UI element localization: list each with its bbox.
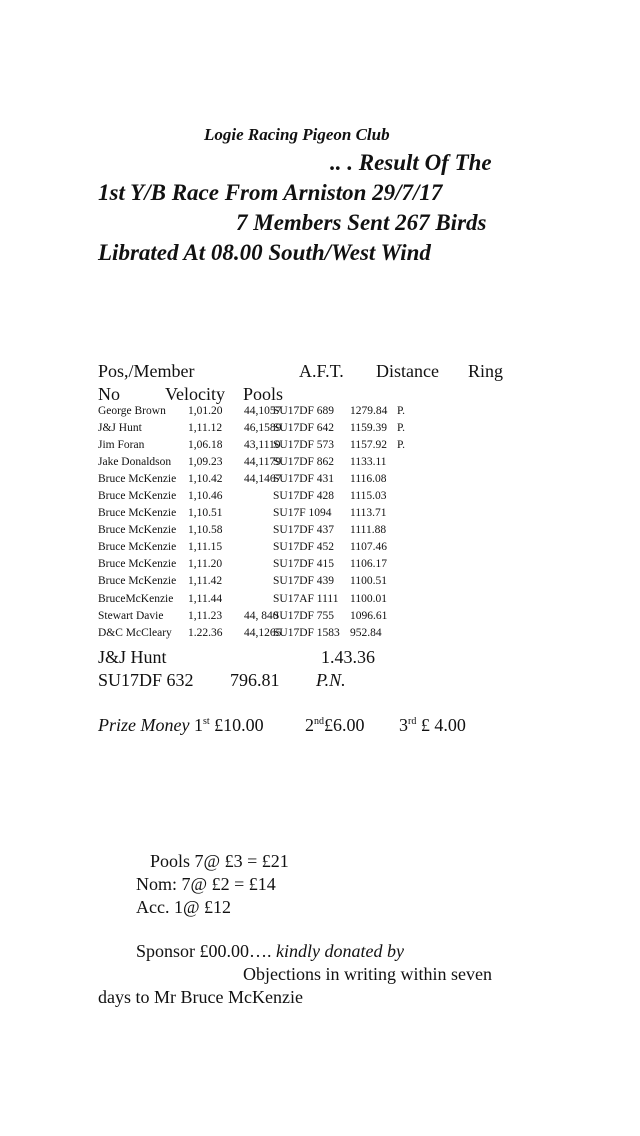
sponsor-donated: kindly donated by [271,941,404,961]
member-name: J&J Hunt [98,422,142,434]
ring-value: SU17F 1094 [273,507,332,519]
distance-value: 44,1265 [244,627,282,639]
prize-third: 3rd £ 4.00 [399,715,466,735]
extra-ring: SU17DF 632 [98,670,194,690]
aft-value: 1,11.23 [188,610,223,622]
member-name: Bruce McKenzie [98,490,177,502]
distance-value: 44,1179 [244,456,281,468]
sponsor-amount: Sponsor £00.00…. [136,941,272,961]
col-ring: Ring [468,361,504,381]
ring-value: SU17DF 1583 [273,627,340,639]
distance-value: 43,1110 [244,439,281,451]
distance-value: 44,1467 [244,473,282,485]
ring-value: SU17DF 862 [273,456,335,468]
title-line-3: 7 Members Sent 267 Birds [236,210,487,235]
acc-line: Acc. 1@ £12 [136,897,232,917]
ring-value: SU17DF 573 [273,439,335,451]
member-name: BruceMcKenzie [98,593,174,605]
extra-member-name: J&J Hunt [98,647,167,667]
member-name: Jim Foran [98,439,145,451]
member-name: George Brown [98,405,166,417]
pool-value: P. [397,422,405,434]
prize-second: 2nd£6.00 [305,715,365,735]
velocity-value: 1100.01 [350,593,387,605]
velocity-value: 1279.84 [350,405,388,417]
extra-velocity: 796.81 [230,670,280,690]
pool-value: P. [397,439,405,451]
aft-value: 1,10.51 [188,507,223,519]
col-distance: Distance [376,361,439,381]
member-name: D&C McCleary [98,627,172,639]
aft-value: 1,10.58 [188,524,223,536]
prize-money-line [98,715,264,736]
member-name: Jake Donaldson [98,456,172,468]
velocity-value: 1116.08 [350,473,387,485]
ring-value: SU17DF 689 [273,405,335,417]
member-name: Bruce McKenzie [98,575,177,587]
col-pools: Pools [243,384,284,404]
member-name: Bruce McKenzie [98,541,177,553]
ring-value: SU17DF 437 [273,524,335,536]
aft-value: 1,11.20 [188,558,223,570]
velocity-value: 1157.92 [350,439,387,451]
velocity-value: 952.84 [350,627,382,639]
velocity-value: 1107.46 [350,541,387,553]
prize-first: 1st £10.00 [193,715,264,735]
member-name: Bruce McKenzie [98,473,177,485]
aft-value: 1,09.23 [188,456,223,468]
member-name: Bruce McKenzie [98,524,177,536]
aft-value: 1.22.36 [188,627,223,639]
aft-value: 1,10.46 [188,490,223,502]
member-name: Bruce McKenzie [98,558,177,570]
distance-value: 44,1057 [244,405,282,417]
ring-value: SU17DF 452 [273,541,335,553]
ring-value: SU17DF 755 [273,610,335,622]
prize-money-label: Prize Money [98,715,190,735]
pool-value: P. [397,405,405,417]
col-no: No [98,384,120,404]
col-velocity: Velocity [165,384,225,404]
aft-value: 1,11.15 [188,541,223,553]
distance-value: 46,1589 [244,422,282,434]
ring-value: SU17DF 415 [273,558,335,570]
distance-value: 44, 840 [244,610,279,622]
objections-line-1: Objections in writing within seven [243,964,492,984]
col-pos-member: Pos,/Member [98,361,195,381]
velocity-value: 1113.71 [350,507,387,519]
extra-aft: 1.43.36 [321,647,375,667]
aft-value: 1,11.44 [188,593,223,605]
aft-value: 1,06.18 [188,439,223,451]
title-line-2: 1st Y/B Race From Arniston 29/7/17 [98,180,443,205]
aft-value: 1,10.42 [188,473,223,485]
velocity-value: 1159.39 [350,422,387,434]
extra-pool-note: P.N. [316,670,346,690]
ring-value: SU17DF 428 [273,490,335,502]
sponsor-line [136,941,404,962]
velocity-value: 1111.88 [350,524,387,536]
col-aft: A.F.T. [299,361,344,381]
objections-line-2: days to Mr Bruce McKenzie [98,987,303,1007]
club-name: Logie Racing Pigeon Club [204,125,390,144]
ring-value: SU17DF 439 [273,575,335,587]
velocity-value: 1115.03 [350,490,387,502]
title-line-4: Librated At 08.00 South/West Wind [98,240,431,265]
ring-value: SU17AF 1111 [273,593,339,605]
nom-line: Nom: 7@ £2 = £14 [136,874,276,894]
member-name: Stewart Davie [98,610,164,622]
title-line-1: .. . Result Of The [330,150,492,175]
member-name: Bruce McKenzie [98,507,177,519]
velocity-value: 1133.11 [350,456,387,468]
aft-value: 1,11.42 [188,575,223,587]
velocity-value: 1106.17 [350,558,387,570]
ring-value: SU17DF 642 [273,422,335,434]
velocity-value: 1100.51 [350,575,387,587]
aft-value: 1,01.20 [188,405,223,417]
pools-line: Pools 7@ £3 = £21 [150,851,289,871]
ring-value: SU17DF 431 [273,473,335,485]
velocity-value: 1096.61 [350,610,388,622]
aft-value: 1,11.12 [188,422,223,434]
